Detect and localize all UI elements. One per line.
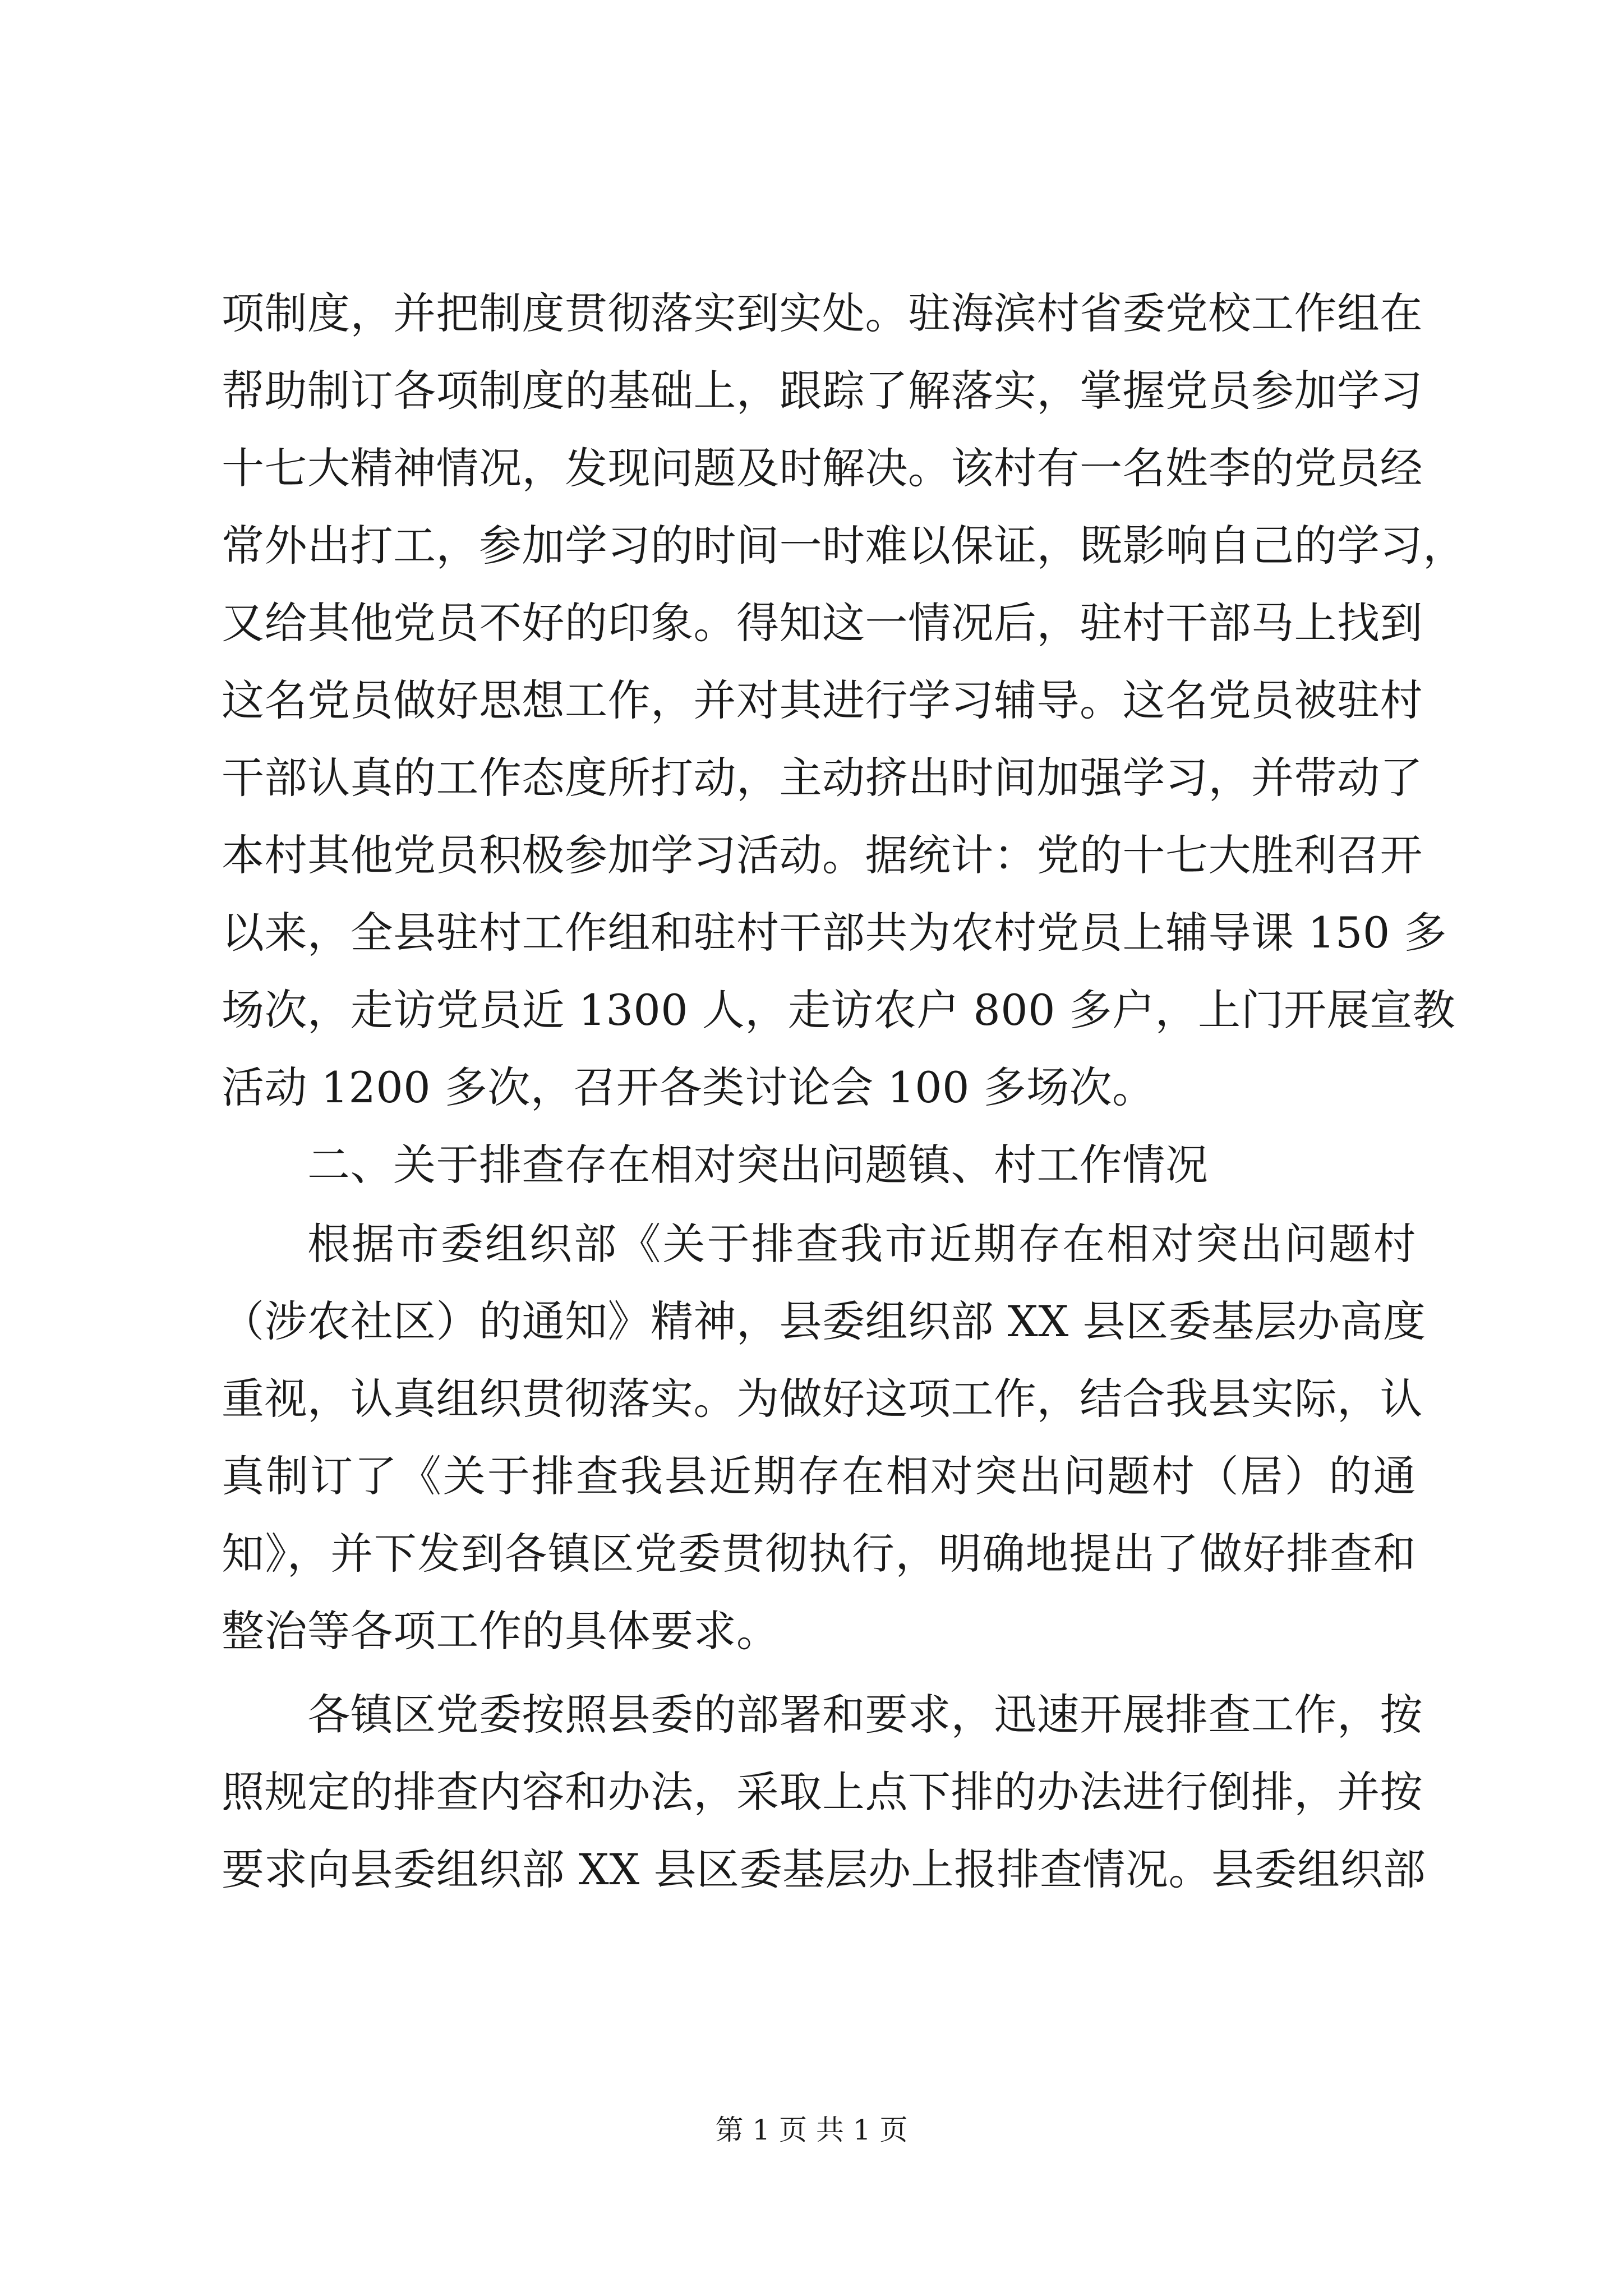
paragraph-1-line-9: 以来，全县驻村工作组和驻村干部共为农村党员上辅导课 150 多 bbox=[222, 908, 1447, 958]
paragraph-2-line-3: 重视，认真组织贯彻落实。为做好这项工作，结合我县实际，认 bbox=[222, 1374, 1423, 1424]
paragraph-1-line-10: 场次，走访党员近 1300 人，走访农户 800 多户，上门开展宣教 bbox=[222, 985, 1456, 1035]
page-footer: 第 1 页 共 1 页 bbox=[715, 2114, 908, 2146]
paragraph-1-line-6: 这名党员做好思想工作，并对其进行学习辅导。这名党员被驻村 bbox=[222, 675, 1423, 725]
paragraph-1-line-3: 十七大精神情况，发现问题及时解决。该村有一名姓李的党员经 bbox=[222, 443, 1423, 493]
paragraph-3-line-2: 照规定的排查内容和办法，采取上点下排的办法进行倒排，并按 bbox=[222, 1767, 1423, 1817]
paragraph-1-line-1: 项制度，并把制度贯彻落实到实处。驻海滨村省委党校工作组在 bbox=[222, 288, 1423, 338]
paragraph-2-line-1: 根据市委组织部《关于排查我市近期存在相对突出问题村 bbox=[307, 1219, 1416, 1269]
paragraph-2-line-5: 知》，并下发到各镇区党委贯彻执行，明确地提出了做好排查和 bbox=[222, 1529, 1416, 1579]
paragraph-3-line-3: 要求向县委组织部 XX 县区委基层办上报排查情况。县委组织部 bbox=[222, 1844, 1426, 1894]
paragraph-1-line-4: 常外出打工，参加学习的时间一时难以保证，既影响自己的学习， bbox=[222, 521, 1466, 570]
paragraph-2-line-2: （涉农社区）的通知》精神，县委组织部 XX 县区委基层办高度 bbox=[222, 1296, 1426, 1346]
paragraph-2-line-4: 真制订了《关于排查我县近期存在相对突出问题村（居）的通 bbox=[222, 1451, 1416, 1501]
paragraph-1-line-7: 干部认真的工作态度所打动，主动挤出时间加强学习，并带动了 bbox=[222, 753, 1423, 803]
paragraph-1-line-2: 帮助制订各项制度的基础上，跟踪了解落实，掌握党员参加学习 bbox=[222, 366, 1423, 416]
paragraph-2-line-6: 整治等各项工作的具体要求。 bbox=[222, 1606, 780, 1656]
paragraph-1-line-8: 本村其他党员积极参加学习活动。据统计：党的十七大胜利召开 bbox=[222, 830, 1423, 880]
paragraph-3-line-1: 各镇区党委按照县委的部署和要求，迅速开展排查工作，按 bbox=[307, 1690, 1423, 1740]
paragraph-1-line-5: 又给其他党员不好的印象。得知这一情况后，驻村干部马上找到 bbox=[222, 598, 1423, 648]
paragraph-1-line-11: 活动 1200 多次，召开各类讨论会 100 多场次。 bbox=[222, 1062, 1155, 1112]
section-heading: 二、关于排查存在相对突出问题镇、村工作情况 bbox=[307, 1140, 1209, 1190]
